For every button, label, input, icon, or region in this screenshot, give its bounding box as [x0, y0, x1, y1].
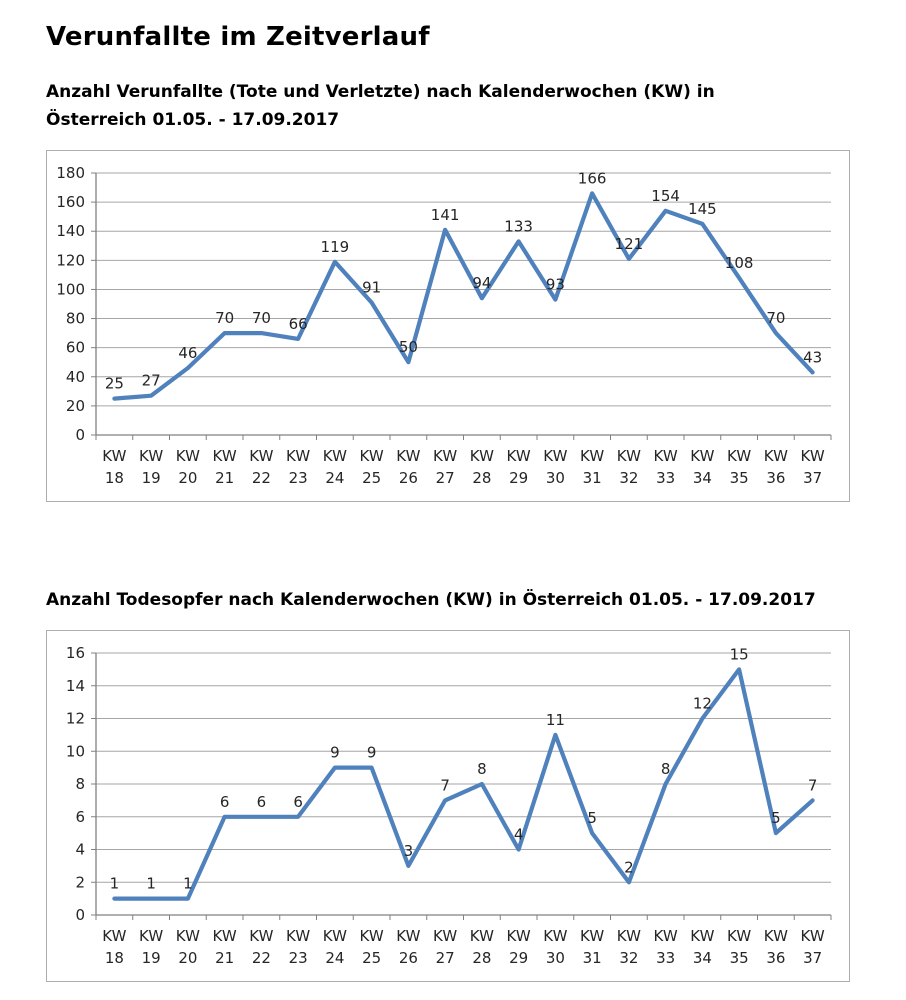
- y-tick-label: 0: [75, 906, 85, 925]
- data-label: 133: [504, 217, 533, 236]
- verunfallte-chart-frame: [46, 150, 850, 502]
- y-tick-label: 8: [75, 775, 85, 794]
- y-tick-label: 120: [56, 251, 85, 270]
- data-label: 145: [688, 200, 717, 219]
- chart-2-subtitle: Anzahl Todesopfer nach Kalenderwochen (KW) in Österreich 01.05. - 17.09.2017: [46, 590, 816, 611]
- y-tick-label: 160: [56, 193, 85, 212]
- x-tick-label-kw: KW: [543, 447, 568, 466]
- y-tick-label: 4: [75, 840, 85, 859]
- data-label: 7: [807, 776, 818, 795]
- x-tick-label-kw: KW: [286, 447, 311, 466]
- x-tick-label-week: 19: [141, 949, 161, 968]
- x-tick-label-week: 20: [178, 469, 198, 488]
- y-tick-label: 140: [56, 222, 85, 241]
- x-tick-label-kw: KW: [396, 447, 421, 466]
- x-tick-label-week: 20: [178, 949, 198, 968]
- x-tick-label-week: 21: [215, 949, 235, 968]
- x-tick-label-week: 34: [692, 949, 712, 968]
- data-label: 70: [215, 309, 235, 328]
- x-tick-label-kw: KW: [212, 927, 237, 946]
- data-label: 154: [651, 186, 680, 205]
- data-label: 9: [330, 743, 340, 762]
- data-label: 2: [624, 858, 634, 877]
- x-tick-label-kw: KW: [396, 927, 421, 946]
- x-tick-label-week: 19: [141, 469, 161, 488]
- y-tick-label: 14: [65, 676, 85, 695]
- x-tick-label-week: 26: [398, 469, 418, 488]
- x-tick-label-kw: KW: [690, 927, 715, 946]
- x-tick-label-week: 32: [619, 949, 639, 968]
- x-tick-label-kw: KW: [433, 927, 458, 946]
- x-tick-label-kw: KW: [506, 447, 531, 466]
- chart-1-subtitle: Anzahl Verunfallte (Tote und Verletzte) nach Kalenderwochen (KW) in Österreich 01.05. - 17.09.2017: [46, 82, 715, 131]
- x-tick-label-kw: KW: [800, 927, 825, 946]
- x-tick-label-kw: KW: [580, 447, 605, 466]
- x-tick-label-kw: KW: [469, 447, 494, 466]
- x-tick-label-week: 23: [288, 949, 308, 968]
- x-tick-label-week: 33: [656, 469, 676, 488]
- x-tick-label-kw: KW: [763, 927, 788, 946]
- x-tick-label-week: 37: [803, 949, 823, 968]
- x-tick-label-week: 33: [656, 949, 676, 968]
- x-tick-label-kw: KW: [506, 927, 531, 946]
- todesopfer-chart: [46, 630, 906, 982]
- x-tick-label-week: 29: [509, 949, 529, 968]
- data-label: 6: [256, 792, 267, 811]
- x-tick-label-week: 32: [619, 469, 639, 488]
- x-tick-label-week: 31: [582, 469, 602, 488]
- x-tick-label-week: 25: [362, 469, 382, 488]
- data-label: 25: [104, 374, 124, 393]
- x-tick-label-kw: KW: [249, 927, 274, 946]
- x-tick-label-week: 28: [472, 469, 492, 488]
- data-label: 5: [587, 809, 597, 828]
- y-tick-label: 2: [75, 873, 85, 892]
- x-tick-label-kw: KW: [763, 447, 788, 466]
- y-tick-label: 40: [65, 367, 85, 386]
- data-label: 7: [440, 776, 450, 795]
- x-tick-label-week: 24: [325, 469, 345, 488]
- y-tick-label: 10: [65, 742, 85, 761]
- x-tick-label-kw: KW: [580, 927, 605, 946]
- data-label: 46: [178, 344, 198, 363]
- y-tick-label: 0: [75, 426, 85, 445]
- data-label: 3: [403, 842, 414, 861]
- data-label: 50: [398, 338, 418, 357]
- x-tick-label-week: 18: [104, 949, 124, 968]
- data-label: 1: [183, 874, 193, 893]
- x-tick-label-kw: KW: [322, 927, 347, 946]
- x-tick-label-week: 26: [398, 949, 418, 968]
- x-tick-label-week: 30: [545, 949, 565, 968]
- data-label: 119: [320, 237, 350, 256]
- x-tick-label-kw: KW: [359, 927, 384, 946]
- data-label: 27: [141, 371, 161, 390]
- x-tick-label-kw: KW: [286, 927, 311, 946]
- x-tick-label-week: 34: [692, 469, 712, 488]
- data-label: 8: [660, 760, 671, 779]
- data-label: 70: [251, 309, 271, 328]
- x-tick-label-kw: KW: [359, 447, 384, 466]
- page-title: Verunfallte im Zeitverlauf: [46, 22, 430, 52]
- x-tick-label-kw: KW: [212, 447, 237, 466]
- x-tick-label-week: 35: [729, 949, 749, 968]
- x-tick-label-week: 36: [766, 469, 786, 488]
- data-label: 108: [724, 253, 754, 272]
- x-tick-label-kw: KW: [653, 927, 678, 946]
- verunfallte-line-chart-svg: [47, 151, 849, 501]
- x-tick-label-kw: KW: [433, 447, 458, 466]
- data-label: 141: [430, 205, 460, 224]
- data-label: 5: [771, 809, 781, 828]
- data-label: 1: [146, 874, 156, 893]
- x-tick-label-week: 24: [325, 949, 345, 968]
- y-tick-label: 80: [65, 309, 85, 328]
- x-tick-label-kw: KW: [653, 447, 678, 466]
- data-label: 121: [614, 234, 644, 253]
- x-tick-label-week: 25: [362, 949, 382, 968]
- x-tick-label-kw: KW: [616, 447, 641, 466]
- x-tick-label-week: 18: [104, 469, 124, 488]
- x-tick-label-week: 31: [582, 949, 602, 968]
- data-label: 70: [766, 309, 786, 328]
- x-tick-label-kw: KW: [727, 927, 752, 946]
- x-tick-label-week: 27: [435, 469, 455, 488]
- todesopfer-chart-frame: [46, 630, 850, 982]
- x-tick-label-kw: KW: [469, 927, 494, 946]
- y-tick-label: 6: [75, 807, 85, 826]
- x-tick-label-kw: KW: [139, 447, 164, 466]
- data-label: 9: [366, 743, 377, 762]
- y-tick-label: 100: [56, 280, 85, 299]
- x-tick-label-week: 27: [435, 949, 455, 968]
- x-tick-label-week: 29: [509, 469, 529, 488]
- data-label: 91: [362, 278, 382, 297]
- data-label: 4: [513, 825, 524, 844]
- x-tick-label-kw: KW: [175, 927, 200, 946]
- verunfallte-chart: [46, 150, 906, 502]
- x-tick-label-kw: KW: [616, 927, 641, 946]
- data-label: 6: [219, 792, 230, 811]
- x-tick-label-kw: KW: [727, 447, 752, 466]
- y-tick-label: 12: [65, 709, 85, 728]
- data-label: 15: [729, 645, 749, 664]
- data-label: 94: [472, 274, 492, 293]
- x-tick-label-week: 30: [545, 469, 565, 488]
- x-tick-label-kw: KW: [102, 927, 127, 946]
- x-tick-label-week: 37: [803, 469, 823, 488]
- x-tick-label-week: 23: [288, 469, 308, 488]
- x-tick-label-week: 36: [766, 949, 786, 968]
- x-tick-label-week: 21: [215, 469, 235, 488]
- x-tick-label-kw: KW: [249, 447, 274, 466]
- data-label: 166: [577, 169, 607, 188]
- data-label: 8: [477, 760, 487, 779]
- data-label: 12: [692, 694, 712, 713]
- x-tick-label-kw: KW: [139, 927, 164, 946]
- data-label: 6: [293, 792, 303, 811]
- y-tick-label: 16: [65, 644, 85, 663]
- y-tick-label: 60: [65, 338, 85, 357]
- x-tick-label-week: 22: [251, 949, 271, 968]
- x-tick-label-kw: KW: [800, 447, 825, 466]
- todesopfer-line-chart-svg: [47, 631, 849, 981]
- data-label: 93: [545, 275, 565, 294]
- data-label: 11: [545, 711, 565, 730]
- data-label: 1: [109, 874, 120, 893]
- x-tick-label-kw: KW: [102, 447, 127, 466]
- x-tick-label-kw: KW: [543, 927, 568, 946]
- x-tick-label-kw: KW: [322, 447, 347, 466]
- data-series-line: [114, 193, 812, 398]
- y-tick-label: 180: [56, 164, 85, 183]
- data-label: 43: [803, 348, 823, 367]
- y-tick-label: 20: [65, 396, 85, 415]
- x-tick-label-week: 22: [251, 469, 271, 488]
- x-tick-label-week: 35: [729, 469, 749, 488]
- x-tick-label-week: 28: [472, 949, 492, 968]
- x-tick-label-kw: KW: [175, 447, 200, 466]
- data-label: 66: [288, 315, 308, 334]
- x-tick-label-kw: KW: [690, 447, 715, 466]
